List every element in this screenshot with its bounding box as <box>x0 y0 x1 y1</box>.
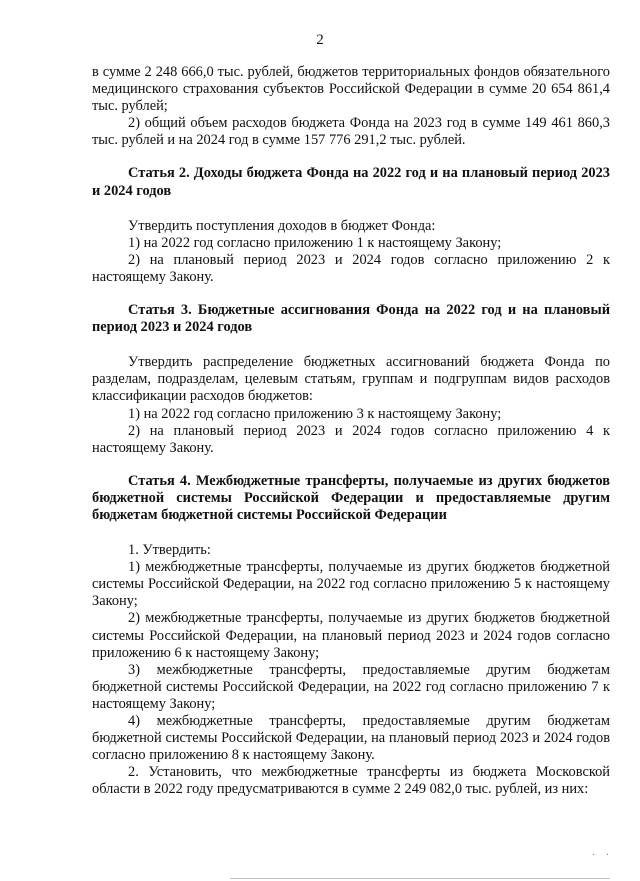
article-2-intro: Утвердить поступления доходов в бюджет Фонда: <box>128 217 436 234</box>
scan-specks: · · <box>592 850 614 861</box>
article-2-item-2: 2) на плановый период 2023 и 2024 годов согласно приложению 2 к настоящему Закону. <box>92 251 610 285</box>
document-body <box>92 64 610 798</box>
page-number: 2 <box>316 32 324 48</box>
article-4-item-3: 3) межбюджетные трансферты, предоставляемые другим бюджетам бюджетной системы Российской Федерации, на 2022 год согласно приложению 7 к настоящему Закону; <box>92 661 610 712</box>
article-4-intro: 1. Утвердить: <box>128 542 211 559</box>
article-4-item-1: 1) межбюджетные трансферты, получаемые из других бюджетов бюджетной системы Российской Федерации, на 2022 год согласно приложению 5 к настоящему Закону; <box>92 559 610 610</box>
article-4-item-4: 4) межбюджетные трансферты, предоставляемые другим бюджетам бюджетной системы Российской Федерации, на плановый период 2023 и 2024 годов согласно приложению 8 к настоящему Закону. <box>92 713 610 764</box>
article-4-point-2: 2. Установить, что межбюджетные трансферты из бюджета Московской области в 2022 году предусматриваются в сумме 2 249 082,0 тыс. рублей, из них: <box>92 764 610 798</box>
article-3-item-1: 1) на 2022 год согласно приложению 3 к настоящему Закону; <box>128 405 502 422</box>
scan-edge-line <box>230 878 610 879</box>
article-3-heading: Статья 3. Бюджетные ассигнования Фонда на 2022 год и на плановый период 2023 и 2024 годов <box>92 302 610 336</box>
paragraph-continuation: в сумме 2 248 666,0 тыс. рублей, бюджетов территориальных фондов обязательного медицинского страхования субъектов Российской Федерации в сумме 20 654 861,4 тыс. рублей; <box>92 64 610 115</box>
article-4-heading: Статья 4. Межбюджетные трансферты, получаемые из других бюджетов бюджетной системы Российской Федерации и предоставляемые другим бюджетам бюджетной системы Российской Федерации <box>92 472 610 523</box>
article-4-item-2: 2) межбюджетные трансферты, получаемые из других бюджетов бюджетной системы Российской Федерации, на плановый период 2023 и 2024 годов согласно приложению 6 к настоящему Закону; <box>92 610 610 661</box>
article-2-heading: Статья 2. Доходы бюджета Фонда на 2022 год и на плановый период 2023 и 2024 годов <box>92 165 610 199</box>
article-2-item-1: 1) на 2022 год согласно приложению 1 к настоящему Закону; <box>128 234 502 251</box>
article-3-item-2: 2) на плановый период 2023 и 2024 годов согласно приложению 4 к настоящему Закону. <box>92 422 610 456</box>
article-3-intro: Утвердить распределение бюджетных ассигнований бюджета Фонда по разделам, подразделам, целевым статьям, группам и подгруппам видов расходов классификации расходов бюджетов: <box>92 354 610 405</box>
paragraph-expenses: 2) общий объем расходов бюджета Фонда на 2023 год в сумме 149 461 860,3 тыс. рублей и на 2024 год в сумме 157 776 291,2 тыс. рублей. <box>92 115 610 149</box>
